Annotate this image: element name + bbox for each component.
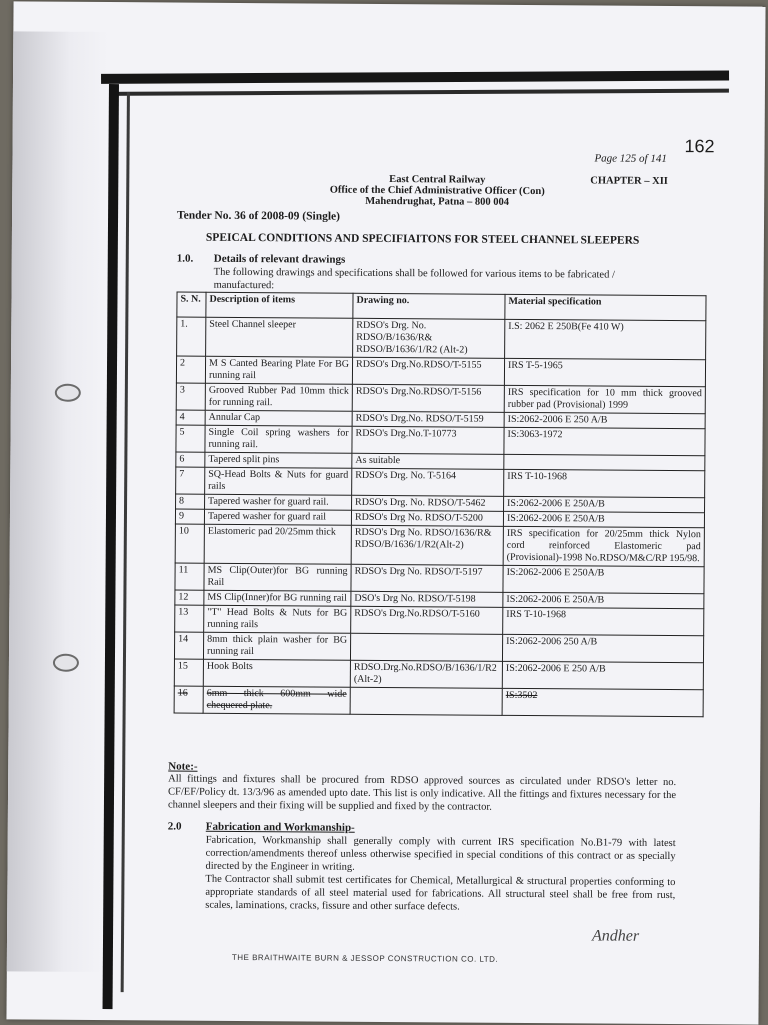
row-material-spec: IS:2062-2006 E 250A/B (503, 565, 704, 593)
specification-table (174, 292, 707, 718)
row-drawing-no: RDSO's Drg. No. RDSO/T-5462 (352, 495, 504, 511)
row-material-spec: IS:2062-2006 E 250A/B (503, 592, 704, 608)
punch-hole-top (55, 384, 81, 402)
row-description: Tapered washer for guard rail (204, 509, 351, 525)
scan-border-left-inner (121, 92, 130, 992)
row-description: 6mm thick 600mm wide chequered plate. (203, 686, 350, 714)
row-sn: 13 (175, 605, 204, 632)
scan-border-top-inner (111, 89, 729, 96)
table-row (176, 383, 705, 414)
handwritten-page-number: 162 (684, 136, 715, 157)
column-header: S. N. (177, 292, 206, 317)
row-drawing-no: RDSO's Drg.No.RDSO/T-5155 (352, 357, 504, 385)
row-drawing-no: RDSO.Drg.No.RDSO/B/1636/1/R2 (Alt-2) (350, 660, 502, 688)
row-sn: 2 (176, 356, 205, 383)
column-header: Drawing no. (353, 293, 505, 319)
row-sn: 3 (176, 383, 205, 410)
tender-number: Tender No. 36 of 2008-09 (Single) (177, 209, 341, 223)
row-sn: 9 (175, 509, 204, 524)
row-drawing-no: RDSO's Drg.No. RDSO/T-5159 (352, 411, 504, 427)
company-stamp: THE BRAITHWAITE BURN & JESSOP CONSTRUCTION CO. LTD. (231, 952, 499, 964)
table-row (175, 524, 704, 567)
row-description: MS Clip(Outer)for BG running Rail (204, 563, 351, 591)
table-row (174, 686, 703, 717)
table-row (177, 317, 706, 360)
row-description: Single Coil spring washers for running rail. (205, 425, 352, 453)
row-description: Annular Cap (205, 410, 352, 426)
signature: Andher (591, 927, 640, 945)
row-description: Tapered split pins (205, 452, 352, 468)
page-title: SPEICAL CONDITIONS AND SPECIFIAITONS FOR STEEL CHANNEL SLEEPERS (205, 231, 640, 247)
section-1-number: 1.0. (176, 252, 194, 265)
row-material-spec: IS:3502 (502, 688, 703, 716)
row-description: Elastomeric pad 20/25mm thick (204, 524, 351, 564)
row-drawing-no: RDSO's Drg.No.RDSO/T-5160 (351, 606, 503, 634)
table-row (174, 632, 703, 663)
row-description: Tapered washer for guard rail. (205, 494, 352, 510)
row-description: "T" Head Bolts & Nuts for BG running rails (204, 605, 351, 633)
row-sn: 5 (176, 425, 205, 452)
table-header-row (177, 292, 706, 321)
row-drawing-no: As suitable (352, 453, 504, 469)
row-drawing-no: RDSO's Drg No. RDSO/T-5200 (351, 510, 503, 526)
row-description: Steel Channel sleeper (206, 317, 353, 357)
row-material-spec: I.S: 2062 E 250B(Fe 410 W) (505, 319, 706, 359)
row-sn: 12 (175, 590, 204, 605)
section-1-title: Details of relevant drawings (213, 252, 346, 266)
row-material-spec (504, 454, 705, 470)
org-line-2: Office of the Chief Administrative Officer (Con) (329, 184, 545, 198)
row-material-spec: IS:2062-2006 250 A/B (502, 634, 703, 662)
row-description: Hook Bolts (203, 659, 350, 687)
row-sn: 14 (174, 632, 203, 659)
row-description: SQ-Head Bolts & Nuts for guard rails (205, 467, 352, 495)
column-header: Material specification (505, 294, 706, 320)
row-material-spec: IRS T-5-1965 (504, 358, 705, 386)
row-drawing-no (350, 633, 502, 661)
org-line-3: Mahendrughat, Patna – 800 004 (365, 195, 510, 208)
page-label: Page 125 of 141 (594, 152, 667, 165)
row-drawing-no: RDSO's Drg.No.RDSO/T-5156 (352, 384, 504, 412)
row-material-spec: IS:3063-1972 (504, 427, 705, 455)
table-row (176, 425, 705, 456)
row-sn: 11 (175, 563, 204, 590)
column-header: Description of items (206, 292, 353, 318)
row-sn: 8 (176, 494, 205, 509)
row-sn: 7 (176, 467, 205, 494)
document-page (6, 1, 765, 1024)
section-2-number: 2.0 (167, 820, 182, 833)
row-material-spec: IS:2062-2006 E 250 A/B (502, 661, 703, 689)
row-material-spec: IRS specification for 20/25mm thick Nylon cord reinforced Elastomeric pad (Provisional)-1998 No.RDSO/M&C/RP 195/98. (503, 526, 704, 566)
table-row (175, 563, 704, 594)
section-1-intro: The following drawings and specifications shall be followed for various items to be fabricated / manufactured: (213, 266, 615, 292)
row-drawing-no: RDSO's Drg. No. RDSO/B/1636/R& RDSO/B/1636/1/R2 (Alt-2) (353, 318, 505, 358)
row-material-spec: IS:2062-2006 E 250A/B (504, 496, 705, 512)
row-material-spec: IRS T-10-1968 (504, 469, 705, 497)
row-sn: 16 (174, 686, 203, 713)
table-row (174, 659, 703, 690)
org-block (312, 173, 562, 208)
row-drawing-no: RDSO's Drg No. RDSO/1636/R& RDSO/B/1636/1/R2(Alt-2) (351, 525, 503, 565)
table-row (176, 467, 705, 498)
row-description: MS Clip(Inner)for BG running rail (204, 590, 351, 606)
row-drawing-no: RDSO's Drg No. RDSO/T-5197 (351, 564, 503, 592)
row-sn: 15 (174, 659, 203, 686)
section-2-paragraph-1: Fabrication, Workmanship shall generally comply with current IRS specification No.B1-79 with latest correction/amendments thereof unless otherwise specified in special conditions of this contract or as specially directed by the Engineer in writing. (205, 834, 676, 873)
row-sn: 6 (176, 452, 205, 467)
scan-border-top (101, 71, 729, 84)
row-material-spec: IRS T-10-1968 (503, 607, 704, 635)
row-description: M S Canted Bearing Plate For BG running rail (205, 356, 352, 384)
row-material-spec: IS:2062-2006 E 250A/B (503, 511, 704, 527)
punch-hole-bottom (53, 654, 79, 672)
org-line-1: East Central Railway (389, 174, 486, 186)
page-edge-shadow (7, 31, 109, 972)
table-row (175, 605, 704, 636)
chapter-label: CHAPTER – XII (590, 175, 668, 187)
section-2-paragraph-2: The Contractor shall submit test certificates for Chemical, Metallurgical & structural properties conforming to appropriate standards of all steel material used for fabrications. All structural steel shall be free from rust, scales, laminations, cracks, fissure and other surface defects. (205, 873, 676, 913)
row-material-spec: IS:2062-2006 E 250 A/B (504, 412, 705, 428)
row-sn: 10 (175, 524, 204, 563)
table-row (176, 356, 705, 387)
row-description: Grooved Rubber Pad 10mm thick for running rail. (205, 383, 352, 411)
row-drawing-no (350, 687, 502, 715)
row-drawing-no: DSO's Drg No. RDSO/T-5198 (351, 591, 503, 607)
row-description: 8mm thick plain washer for BG running rail (203, 632, 350, 660)
row-drawing-no: RDSO's Drg. No. T-5164 (352, 468, 504, 496)
row-material-spec: IRS specification for 10 mm thick grooved rubber pad (Provisional) 1999 (504, 385, 705, 413)
note-text: All fittings and fixtures shall be procured from RDSO approved sources as circulated under RDSO's letter no. CF/EF/Policy dt. 13/3/96 as amended upto date. This list is only indicative. All the fittings and fixtures necessary for the channel sleepers and their fixing will be supplied and fixed by the contractor. (167, 773, 677, 813)
section-2-title: Fabrication and Workmanship- (205, 820, 355, 834)
row-drawing-no: RDSO's Drg.No.T-10773 (352, 426, 504, 454)
row-sn: 4 (176, 410, 205, 425)
note-heading: Note:- (168, 760, 198, 773)
row-sn: 1. (177, 317, 206, 356)
